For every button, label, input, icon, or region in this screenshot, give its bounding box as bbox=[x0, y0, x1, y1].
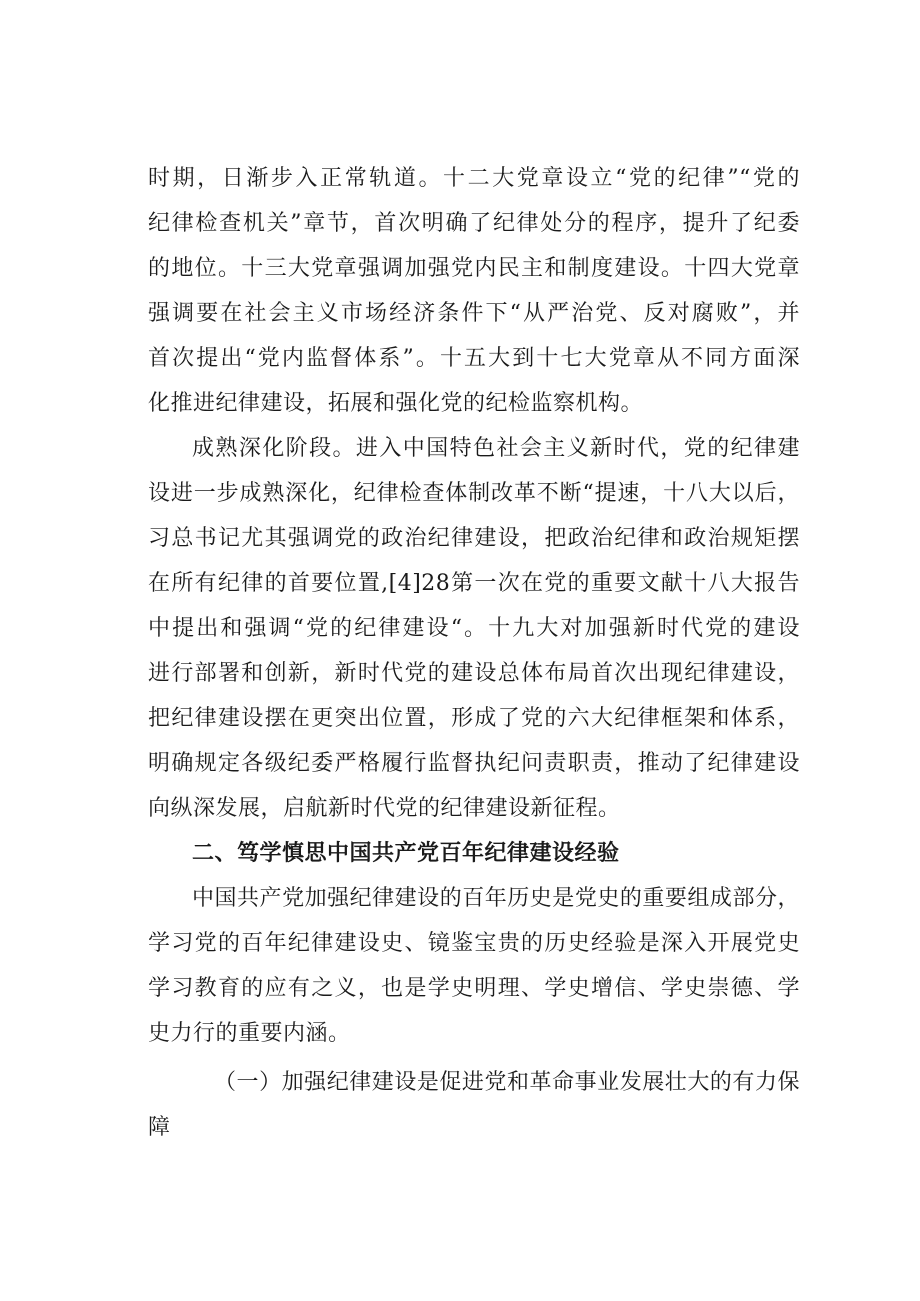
text-line: 中国共产党加强纪律建设的百年历史是党史的重要组成部分， bbox=[192, 886, 800, 911]
text-line: 成熟深化阶段。进入中国特色社会主义新时代，党的纪律建 bbox=[192, 436, 800, 461]
text-line: 的地位。十三大党章强调加强党内民主和制度建设。十四大党章 bbox=[148, 256, 800, 281]
text-line: 首次提出“党内监督体系”。十五大到十七大党章从不同方面深 bbox=[148, 346, 800, 371]
section-heading: 二、笃学慎思中国共产党百年纪律建设经验 bbox=[192, 841, 620, 866]
text-line: 史力行的重要内涵。 bbox=[148, 1021, 351, 1046]
text-line: 化推进纪律建设，拓展和强化党的纪检监察机构。 bbox=[148, 391, 644, 416]
document-page bbox=[148, 156, 800, 1150]
text-line: 习总书记尤其强调党的政治纪律建设，把政治纪律和政治规矩摆 bbox=[148, 526, 800, 551]
text-line: 学习党的百年纪律建设史、镜鉴宝贵的历史经验是深入开展党史 bbox=[148, 931, 800, 956]
paragraph-maturity-stage bbox=[148, 426, 800, 831]
paragraph-section-intro bbox=[148, 876, 800, 1056]
text-line: 把纪律建设摆在更突出位置，形成了党的六大纪律框架和体系， bbox=[148, 706, 800, 731]
text-line: 明确规定各级纪委严格履行监督执纪问责职责，推动了纪律建设 bbox=[148, 751, 800, 776]
text-line: 障 bbox=[148, 1115, 171, 1140]
text-line: 强调要在社会主义市场经济条件下“从严治党、反对腐败”，并 bbox=[148, 301, 800, 326]
text-line: 时期，日渐步入正常轨道。十二大党章设立“党的纪律”“党的 bbox=[148, 166, 800, 191]
text-line: 进行部署和创新，新时代党的建设总体布局首次出现纪律建设， bbox=[148, 661, 800, 686]
text-line: 向纵深发展，启航新时代党的纪律建设新征程。 bbox=[148, 796, 621, 821]
text-line: 在所有纪律的首要位置,[4]28第一次在党的重要文献十八大报告 bbox=[148, 571, 800, 596]
paragraph-history-period bbox=[148, 156, 800, 426]
text-line: 设进一步成熟深化，纪律检查体制改革不断“提速，十八大以后， bbox=[148, 481, 800, 506]
text-line: 纪律检查机关”章节，首次明确了纪律处分的程序，提升了纪委 bbox=[148, 211, 800, 236]
subsection-heading bbox=[148, 1060, 800, 1150]
text-line: （一）加强纪律建设是促进党和革命事业发展壮大的有力保 bbox=[214, 1070, 800, 1095]
text-line: 学习教育的应有之义，也是学史明理、学史增信、学史崇德、学 bbox=[148, 976, 800, 1001]
text-line: 中提出和强调“党的纪律建设“。十九大对加强新时代党的建设 bbox=[148, 616, 800, 641]
